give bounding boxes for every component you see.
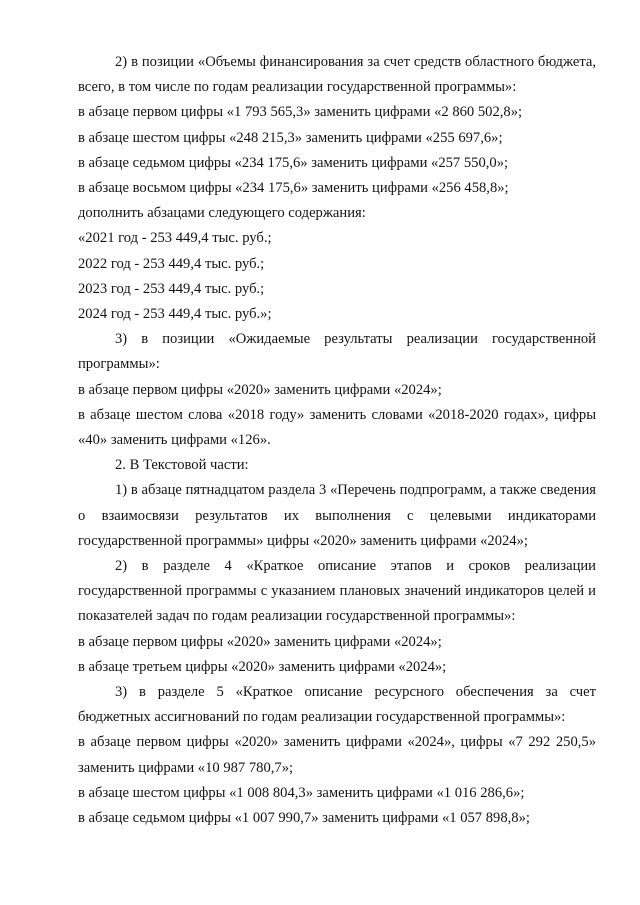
paragraph-year-2022: 2022 год - 253 449,4 тыс. руб.; [78, 255, 265, 272]
paragraph-first-abzac-section-4: в абзаце первом цифры «2020» заменить цифрами «2024»; [78, 633, 442, 650]
paragraph-sixth-abzac-results: в абзаце шестом слова «2018 году» заменить словами «2018-2020 годах», цифры «40» заменить цифрами «126». [78, 406, 596, 449]
paragraph-seventh-abzac-section-5: в абзаце седьмом цифры «1 007 990,7» заменить цифрами «1 057 898,8»; [78, 810, 530, 827]
paragraph-year-2023: 2023 год - 253 449,4 тыс. руб.; [78, 280, 265, 297]
paragraph-sixth-abzac-section-5: в абзаце шестом цифры «1 008 804,3» заменить цифрами «1 016 286,6»; [78, 784, 525, 801]
document-page [78, 50, 596, 831]
paragraph-seventh-abzac-financing: в абзаце седьмом цифры «234 175,6» заменить цифрами «257 550,0»; [78, 154, 509, 171]
paragraph-section-3: 1) в абзаце пятнадцатом раздела 3 «Перечень подпрограмм, а также сведения о взаимосвязи результатов их выполнения с целевыми индикаторами государственной программы» цифры «2020» заменить цифрами «2024»; [78, 482, 596, 549]
paragraph-section-5: 3) в разделе 5 «Краткое описание ресурсного обеспечения за счет бюджетных ассигнований по годам реализации государственной программы»: [78, 684, 596, 726]
paragraph-eighth-abzac-financing: в абзаце восьмом цифры «234 175,6» заменить цифрами «256 458,8»; [78, 180, 509, 197]
paragraph-section-4: 2) в разделе 4 «Краткое описание этапов и сроков реализации государственной программы с указанием плановых значений индикаторов целей и показателей задач по годам реализации государственной программы»: [78, 558, 596, 625]
paragraph-first-abzac-section-5: в абзаце первом цифры «2020» заменить цифрами «2024», цифры «7 292 250,5» заменить цифрами «10 987 780,7»; [78, 734, 596, 776]
paragraph-first-abzac-results: в абзаце первом цифры «2020» заменить цифрами «2024»; [78, 381, 442, 398]
paragraph-year-2024: 2024 год - 253 449,4 тыс. руб.»; [78, 306, 272, 323]
paragraph-year-2021: «2021 год - 253 449,4 тыс. руб.; [78, 230, 272, 247]
paragraph-text-part-heading: 2. В Текстовой части: [115, 457, 249, 474]
paragraph-first-abzac-financing: в абзаце первом цифры «1 793 565,3» заменить цифрами «2 860 502,8»; [78, 104, 523, 121]
paragraph-third-abzac-section-4: в абзаце третьем цифры «2020» заменить цифрами «2024»; [78, 658, 447, 675]
paragraph-sixth-abzac-financing: в абзаце шестом цифры «248 215,3» заменить цифрами «255 697,6»; [78, 129, 503, 146]
paragraph-position-2-financing: 2) в позиции «Объемы финансирования за счет средств областного бюджета, всего, в том числе по годам реализации государственной программы»: [78, 54, 596, 96]
paragraph-position-3-results: 3) в позиции «Ожидаемые результаты реализации государственной программы»: [78, 331, 596, 373]
paragraph-add-abzacs: дополнить абзацами следующего содержания: [78, 205, 366, 222]
